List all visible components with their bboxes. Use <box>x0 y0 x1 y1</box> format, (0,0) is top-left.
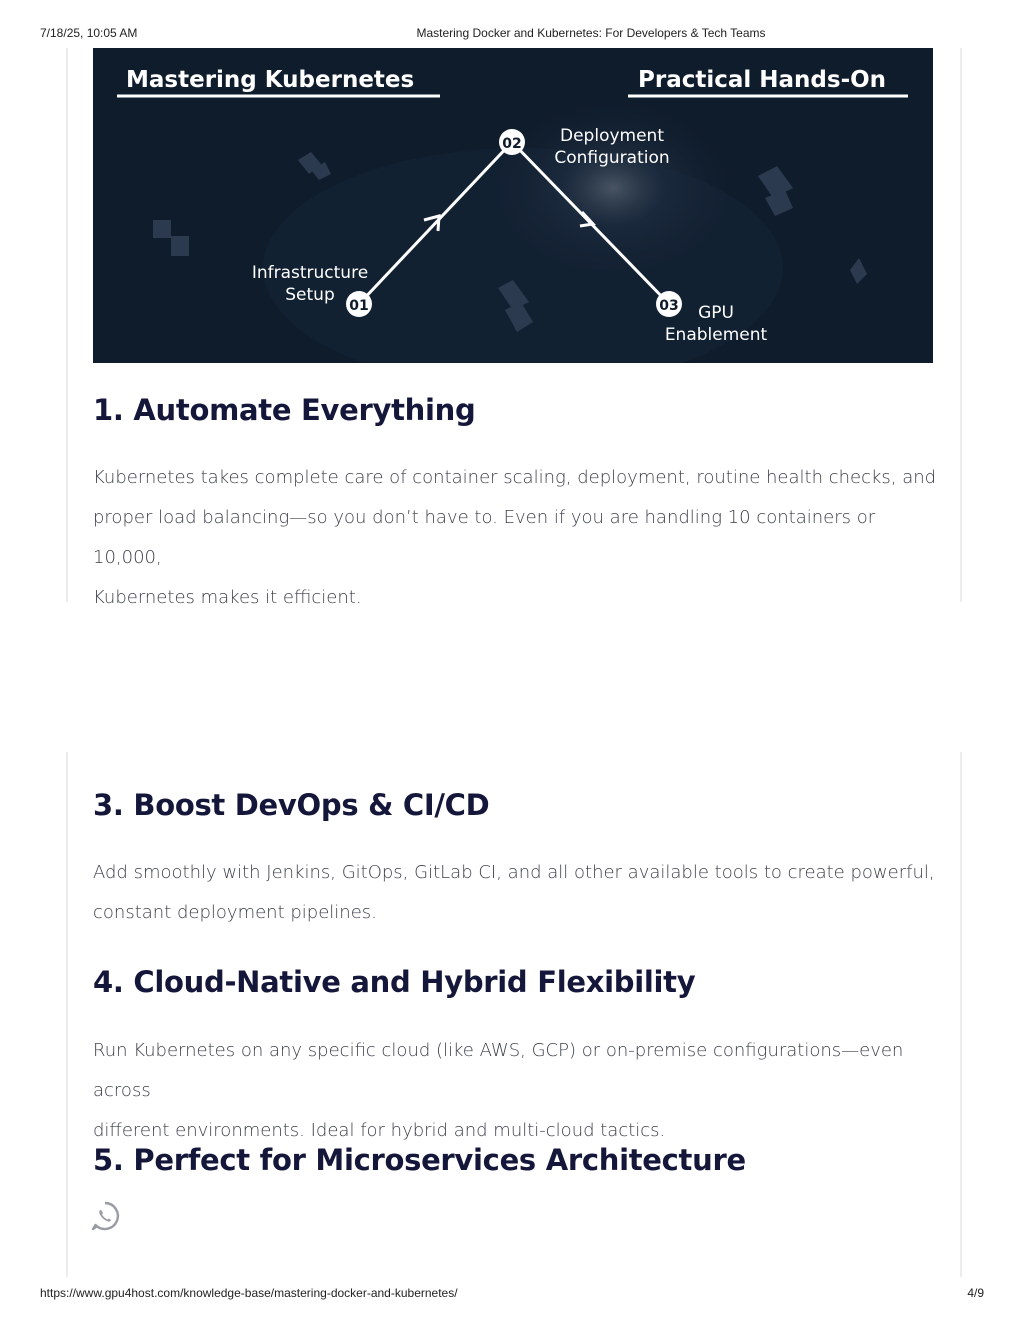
whatsapp-button[interactable] <box>89 1200 121 1232</box>
body-line: Kubernetes takes complete care of container scaling, deployment, routine health checks, and <box>93 467 937 488</box>
print-title: Mastering Docker and Kubernetes: For Developers & Tech Teams <box>416 26 766 40</box>
body-line: Kubernetes makes it efficient. <box>93 587 362 608</box>
section-body-automate <box>93 458 943 618</box>
step-marker-03 <box>656 291 682 317</box>
step-03-label-line1: GPU <box>698 303 734 323</box>
section-heading-automate: 1. Automate Everything <box>93 393 476 427</box>
section-heading-microservices: 5. Perfect for Microservices Architecture <box>93 1143 746 1177</box>
step-number-02: 02 <box>502 136 522 152</box>
step-02-label-line2: Configuration <box>554 148 670 168</box>
step-01-label-line1: Infrastructure <box>251 263 369 283</box>
print-datetime: 7/18/25, 10:05 AM <box>40 26 138 40</box>
section-heading-devops: 3. Boost DevOps & CI/CD <box>93 788 490 822</box>
body-line: Add smoothly with Jenkins, GitOps, GitLab CI, and all other available tools to create powerful, <box>93 862 935 883</box>
section-body-cloud <box>93 1031 943 1151</box>
step-number-01: 01 <box>349 298 369 314</box>
content-card-top <box>66 48 962 608</box>
print-page-number: 4/9 <box>967 1286 984 1300</box>
body-line: proper load balancing—so you don’t have to. Even if you are handling 10 containers or 10,000, <box>93 507 876 568</box>
body-line: constant deployment pipelines. <box>93 902 377 923</box>
hero-illustration <box>93 48 933 363</box>
step-marker-01 <box>346 291 372 317</box>
content-card-bottom <box>66 752 962 1277</box>
hero-banner <box>93 48 933 363</box>
section-heading-cloud: 4. Cloud-Native and Hybrid Flexibility <box>93 965 696 999</box>
step-03-label-line2: Enablement <box>664 325 768 345</box>
body-line: Run Kubernetes on any specific cloud (like AWS, GCP) or on-premise configurations—even across <box>93 1040 904 1101</box>
step-02-label-line1: Deployment <box>560 126 664 146</box>
step-marker-02 <box>499 129 525 155</box>
hero-title-right: Practical Hands-On <box>638 67 887 93</box>
hero-title-left: Mastering Kubernetes <box>126 67 415 93</box>
print-url: https://www.gpu4host.com/knowledge-base/mastering-docker-and-kubernetes/ <box>40 1286 458 1300</box>
step-01-label-line2: Setup <box>285 285 335 305</box>
whatsapp-icon <box>89 1200 121 1232</box>
section-body-devops <box>93 853 943 933</box>
step-number-03: 03 <box>659 298 679 314</box>
body-line: different environments. Ideal for hybrid and multi-cloud tactics. <box>93 1120 666 1141</box>
